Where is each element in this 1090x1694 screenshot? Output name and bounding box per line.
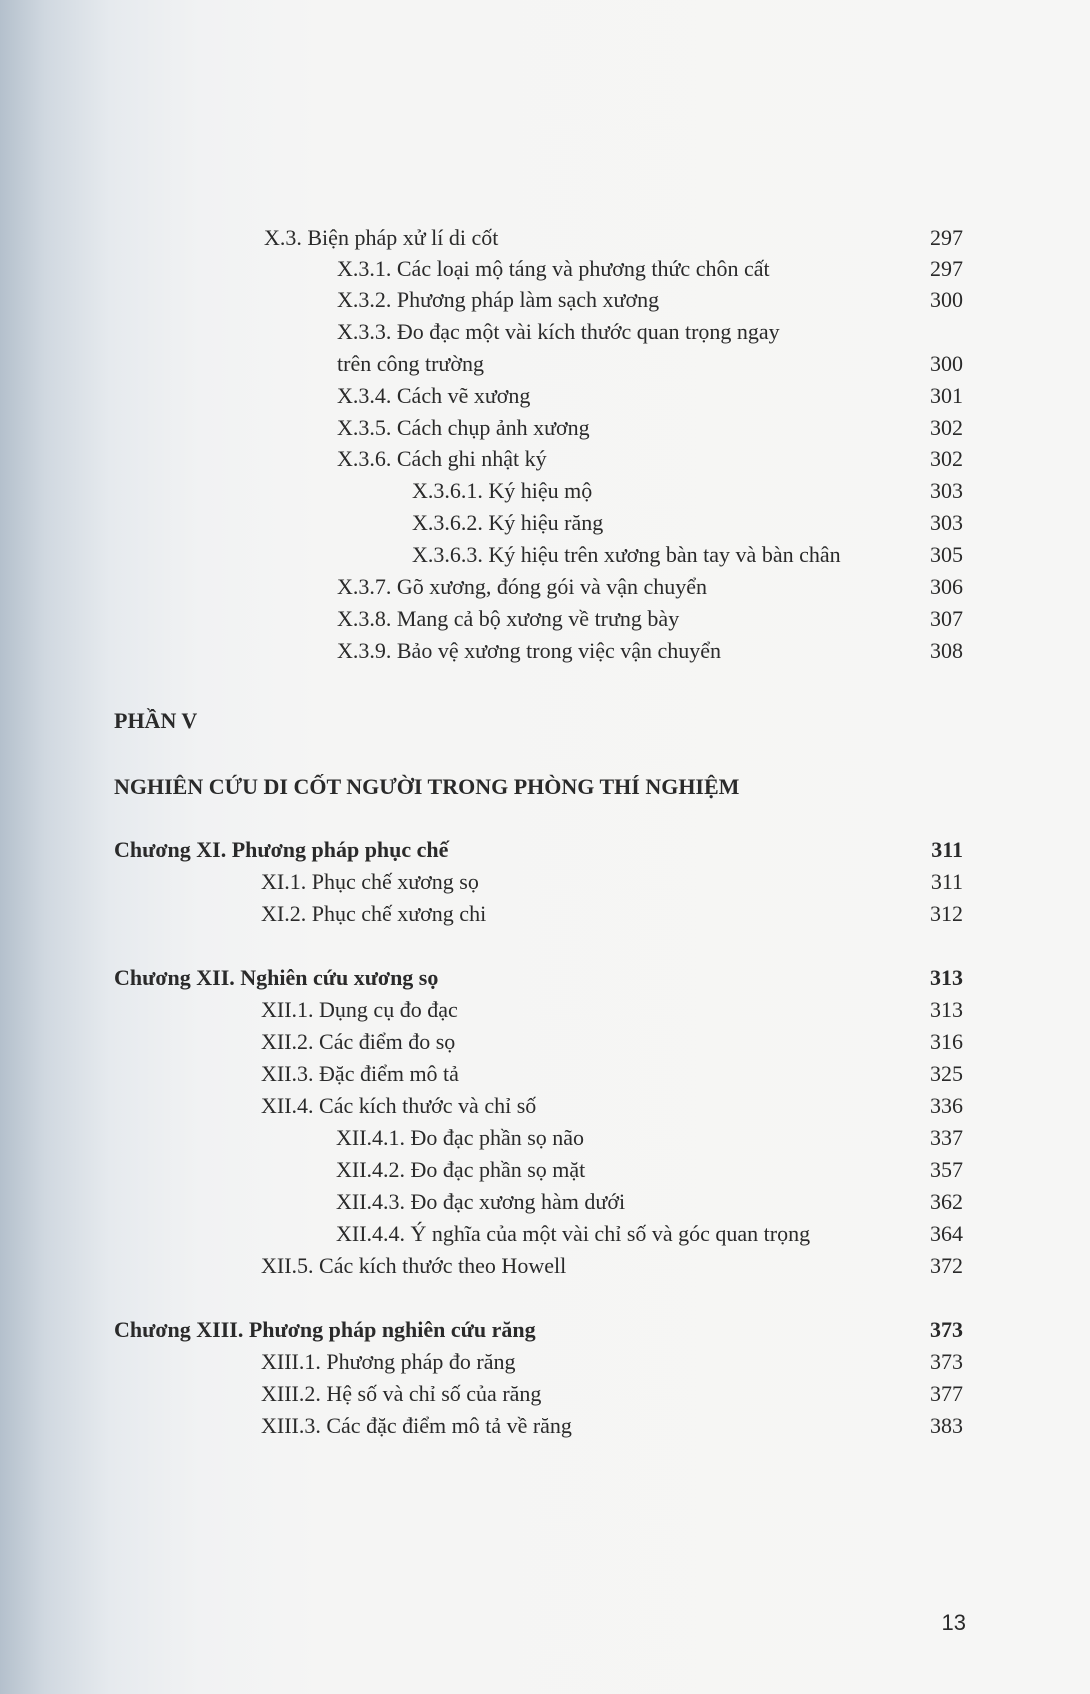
toc-entry-title: XII.2. Các điểm đo sọ [261,1029,456,1054]
toc-entry-title: X.3.9. Bảo vệ xương trong việc vận chuyển [337,638,722,663]
toc-entry-title: XI.1. Phục chế xương sọ [261,869,479,894]
toc-entry-title: XIII.2. Hệ số và chỉ số của răng [261,1381,542,1406]
toc-entry [0,1186,1090,1218]
toc-entry [0,507,1090,539]
toc-entry-title: X.3.3. Đo đạc một vài kích thước quan trọng ngay [337,319,780,344]
toc-entry-title: XII.1. Dụng cụ đo đạc [261,997,458,1022]
toc-entry-page: 377 [930,1381,963,1406]
toc-entry [0,222,1090,254]
toc-entry-page: 364 [930,1221,963,1246]
toc-entry-title: X.3.6.3. Ký hiệu trên xương bàn tay và bàn chân [412,542,841,567]
part-title: NGHIÊN CỨU DI CỐT NGƯỜI TRONG PHÒNG THÍ NGHIỆM [114,774,740,799]
toc-entry-page: 311 [930,869,963,894]
toc-entry-page: 325 [930,1061,963,1086]
chapter-page: 313 [930,965,963,990]
toc-entry [0,412,1090,444]
toc-entry [0,571,1090,603]
chapter-heading [0,962,1090,994]
toc-entry [0,316,1090,348]
toc-entry-page: 316 [930,1029,963,1054]
toc-entry-title: X.3.7. Gõ xương, đóng gói và vận chuyển [337,574,708,599]
toc-entry [0,253,1090,285]
toc-entry-title: XII.4.3. Đo đạc xương hàm dưới [336,1189,626,1214]
toc-entry [0,1058,1090,1090]
toc-entry-title: X.3.6. Cách ghi nhật ký [337,446,547,471]
toc-entry-title: X.3.5. Cách chụp ảnh xương [337,415,590,440]
toc-entry-title: XII.4.2. Đo đạc phần sọ mặt [336,1157,586,1182]
toc-entry [0,1090,1090,1122]
toc-entry [0,539,1090,571]
toc-entry-page: 300 [930,287,963,312]
toc-entry-page: 362 [930,1189,963,1214]
page-number: 13 [941,1610,966,1635]
toc-entry-title: X.3.4. Cách vẽ xương [337,383,531,408]
toc-entry-page: 372 [930,1253,963,1278]
toc-entry-title: X.3.8. Mang cả bộ xương về trưng bày [337,606,680,631]
chapter-title: Chương XI. Phương pháp phục chế [114,837,449,862]
toc-entry-title: X.3. Biện pháp xử lí di cốt [264,225,499,250]
toc-entry-title: XIII.3. Các đặc điểm mô tả về răng [261,1413,572,1438]
toc-entry-page: 337 [930,1125,963,1150]
toc-entry [0,1410,1090,1442]
toc-entry-page: 306 [930,574,963,599]
toc-entry-page: 303 [930,510,963,535]
toc-entry [0,635,1090,667]
toc-entry [0,1346,1090,1378]
toc-entry [0,994,1090,1026]
toc-entry [0,1250,1090,1282]
toc-entry [0,380,1090,412]
toc-entry [0,284,1090,316]
toc-entry-page: 302 [930,415,963,440]
toc-entry-title: XIII.1. Phương pháp đo răng [261,1349,516,1374]
toc-entry-page: 297 [930,225,963,250]
toc-entry-page: 307 [930,606,963,631]
toc-entry-title: X.3.2. Phương pháp làm sạch xương [337,287,660,312]
toc-entry [0,898,1090,930]
toc-entry-title: X.3.1. Các loại mộ táng và phương thức chôn cất [337,256,770,281]
toc-entry [0,1122,1090,1154]
toc-entry-page: 305 [930,542,963,567]
toc-entry-title: X.3.6.2. Ký hiệu răng [412,510,604,535]
chapter-page: 373 [930,1317,963,1342]
toc-entry [0,1218,1090,1250]
toc-entry-page: 297 [930,256,963,281]
toc-entry-page: 336 [930,1093,963,1118]
toc-entry-title: XII.3. Đặc điểm mô tả [261,1061,459,1086]
toc-entry-continuation [0,348,1090,380]
toc-entry-page: 303 [930,478,963,503]
toc-entry [0,603,1090,635]
toc-entry-title: XI.2. Phục chế xương chi [261,901,487,926]
toc-entry [0,475,1090,507]
toc-entry-page: 301 [930,383,963,408]
toc-entry-title: XII.4.4. Ý nghĩa của một vài chỉ số và góc quan trọng [336,1221,811,1246]
part-label: PHẦN V [114,708,198,733]
toc-entry-page: 308 [930,638,963,663]
chapter-title: Chương XII. Nghiên cứu xương sọ [114,965,439,990]
toc-entry-title: X.3.6.1. Ký hiệu mộ [412,478,593,503]
toc-entry [0,1154,1090,1186]
toc-entry-title: XII.4.1. Đo đạc phần sọ não [336,1125,585,1150]
toc-entry [0,866,1090,898]
chapter-title: Chương XIII. Phương pháp nghiên cứu răng [114,1317,536,1342]
chapter-heading [0,1314,1090,1346]
toc-entry [0,1378,1090,1410]
toc-entry [0,1026,1090,1058]
toc-entry-page: 373 [930,1349,963,1374]
toc-entry-title: XII.4. Các kích thước và chỉ số [261,1093,537,1118]
toc-entry-title: trên công trường [337,351,484,376]
toc-entry-page: 300 [930,351,963,376]
toc-entry-page: 313 [930,997,963,1022]
chapter-page: 311 [931,837,963,862]
chapter-heading [0,834,1090,866]
toc-entry-page: 383 [930,1413,963,1438]
toc-entry-page: 302 [930,446,963,471]
toc-entry-title: XII.5. Các kích thước theo Howell [261,1253,567,1278]
toc-entry-page: 312 [930,901,963,926]
toc-entry [0,443,1090,475]
toc-entry-page: 357 [930,1157,963,1182]
